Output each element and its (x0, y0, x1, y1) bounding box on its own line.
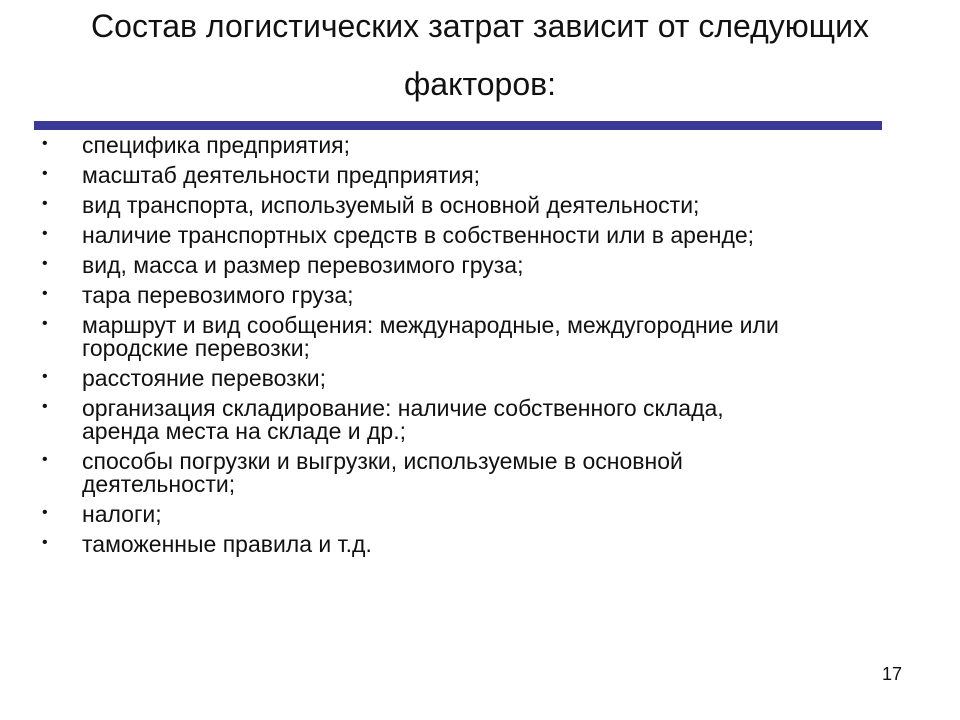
list-item (40, 397, 920, 443)
list-item-text: тара перевозимого груза; (82, 282, 354, 308)
list-item (40, 367, 920, 390)
list-item (40, 450, 920, 496)
slide-title-line-1: Состав логистических затрат зависит от следующих (91, 8, 869, 44)
list-item (40, 284, 920, 307)
list-item-text-continued: аренда места на складе и др.; (82, 418, 406, 444)
slide-title-line-2: факторов: (403, 66, 557, 102)
title-divider (34, 121, 882, 130)
bullet-icon: • (42, 135, 48, 152)
list-item (40, 533, 920, 556)
bullet-icon: • (42, 534, 48, 551)
list-item-text: маршрут и вид сообщения: международные, междугородние или (82, 312, 779, 338)
list-item-text: расстояние перевозки; (82, 365, 327, 391)
list-item-text-continued: деятельности; (82, 471, 236, 497)
bullet-icon: • (42, 451, 48, 468)
list-item-text: организация складирование: наличие собственного склада, (82, 395, 724, 421)
bullet-icon: • (42, 225, 48, 242)
bullet-icon: • (42, 195, 48, 212)
list-item (40, 254, 920, 277)
list-item (40, 164, 920, 187)
bullet-icon: • (42, 504, 48, 521)
factors-list (40, 134, 920, 563)
page-number: 17 (881, 664, 902, 684)
bullet-icon: • (42, 165, 48, 182)
list-item-text: масштаб деятельности предприятия; (82, 162, 481, 188)
bullet-icon: • (42, 285, 48, 302)
list-item-text: наличие транспортных средств в собственности или в аренде; (82, 222, 755, 248)
list-item (40, 503, 920, 526)
bullet-icon: • (42, 255, 48, 272)
list-item-text: вид, масса и размер перевозимого груза; (82, 252, 524, 278)
list-item-text: налоги; (82, 501, 162, 527)
list-item (40, 134, 920, 157)
bullet-icon: • (42, 368, 48, 385)
list-item-text: вид транспорта, используемый в основной деятельности; (82, 192, 700, 218)
list-item (40, 224, 920, 247)
list-item (40, 314, 920, 360)
list-item-text: способы погрузки и выгрузки, используемые в основной (82, 448, 683, 474)
list-item-text: таможенные правила и т.д. (82, 531, 372, 557)
list-item-text: специфика предприятия; (82, 132, 351, 158)
list-item (40, 194, 920, 217)
bullet-icon: • (42, 398, 48, 415)
bullet-icon: • (42, 315, 48, 332)
list-item-text-continued: городские перевозки; (82, 335, 310, 361)
